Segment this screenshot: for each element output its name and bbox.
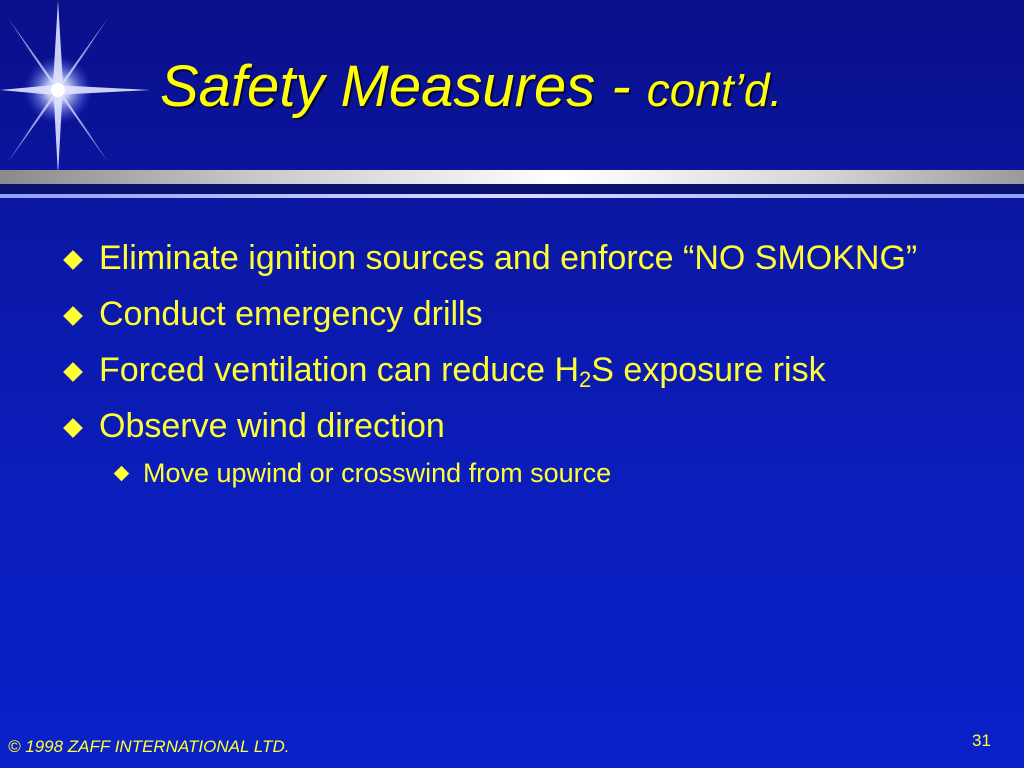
sub-bullet-item <box>111 456 1000 490</box>
diamond-bullet-icon <box>63 250 83 270</box>
bullet-item <box>60 236 1000 280</box>
starburst-icon <box>0 0 150 175</box>
bullet-list <box>60 236 1000 490</box>
title-divider-shadow <box>0 184 1024 194</box>
bullet-text-subscript: 2 <box>579 367 592 392</box>
bullet-text: Observe wind direction <box>99 407 445 445</box>
diamond-bullet-icon <box>63 418 83 438</box>
diamond-bullet-icon <box>63 362 83 382</box>
bullet-text: Conduct emergency drills <box>99 295 483 333</box>
slide-title-main: Safety Measures - <box>160 54 647 119</box>
bullet-item <box>60 348 1000 392</box>
bullet-text: Eliminate ignition sources and enforce “NO SMOKNG” <box>99 239 918 277</box>
page-number: 31 <box>972 731 991 750</box>
bullet-item <box>60 404 1000 448</box>
bullet-item <box>60 292 1000 336</box>
title-divider-line <box>0 194 1024 198</box>
title-divider-bar <box>0 170 1024 184</box>
copyright-footer: © 1998 ZAFF INTERNATIONAL LTD. <box>8 737 290 756</box>
slide-title <box>160 52 782 125</box>
bullet-text-suffix: S exposure risk <box>591 351 826 389</box>
sub-bullet-text: Move upwind or crosswind from source <box>143 458 612 488</box>
diamond-bullet-icon <box>114 466 130 482</box>
slide-title-suffix: cont’d. <box>646 64 783 116</box>
bullet-text-prefix: Forced ventilation can reduce H <box>99 351 580 389</box>
diamond-bullet-icon <box>63 306 83 326</box>
